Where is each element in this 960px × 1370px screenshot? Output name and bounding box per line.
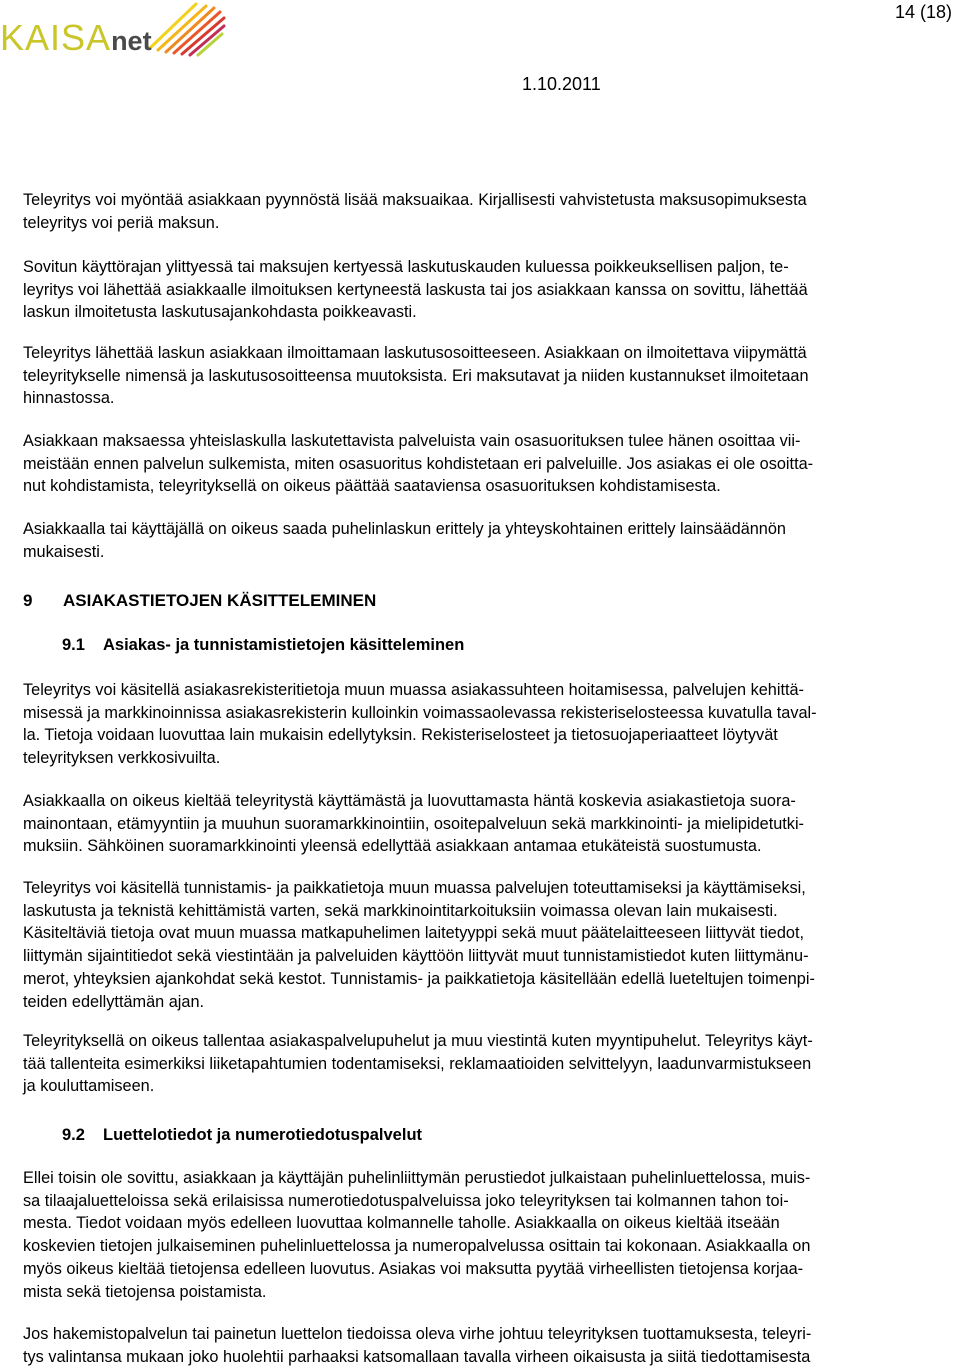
text-line: Teleyritys voi käsitellä tunnistamis- ja paikkatietoja muun muassa palvelujen toteuttamiseksi ja käyttämiseksi, <box>23 879 806 897</box>
logo-text <box>0 17 152 58</box>
company-logo <box>0 0 240 60</box>
text-line: Teleyritys voi myöntää asiakkaan pyynnöstä lisää maksuaikaa. Kirjallisesti vahvistetusta maksusopimuksesta <box>23 191 807 209</box>
text-line: liittymän sijaintitiedot sekä viestintään ja palveluiden käyttöön liittyvät muut tunnistamistiedot kuten liittymänu- <box>23 947 809 966</box>
section-title: Asiakas- ja tunnistamistietojen käsitteleminen <box>103 636 465 654</box>
text-line: koskevien tietojen julkaiseminen puhelinluettelossa ja numeropalvelussa osittain tai kokonaan. Asiakkaalla on <box>23 1237 811 1256</box>
text-line: tys valintansa mukaan joko huolehtii parhaaksi katsomallaan tavalla virheen oikaisusta ja siitä tiedottamisesta <box>23 1347 811 1366</box>
section-number: 9.2 <box>62 1126 85 1144</box>
logo-suffix-text: net <box>111 26 152 56</box>
text-line: merot, yhteyksien ajankohdat sekä kestot. Tunnistamis- ja paikkatietoja käsitellään edellä lueteltujen toimenpi- <box>23 969 815 988</box>
section-number: 9 <box>23 591 33 610</box>
document-date: 1.10.2011 <box>522 74 601 94</box>
section-heading-9 <box>23 591 376 611</box>
text-line: muksiin. Sähköinen suoramarkkinointi yleensä edellyttää asiakkaan antamaa etukäteistä suostumusta. <box>23 837 762 856</box>
paragraph <box>23 1030 948 1098</box>
text-line: la. Tietoja voidaan luovuttaa lain mukaisin edellytyksin. Rekisteriselosteet ja tietosuojaperiaatteet löytyvät <box>23 726 778 745</box>
text-line: nut kohdistamista, teleyrityksellä on oikeus päättää saataviensa osasuorituksen kohdistamisesta. <box>23 477 721 496</box>
text-line: teleyrityksen verkkosivuilta. <box>23 749 221 768</box>
text-line: mainontaan, etämyyntiin ja muuhun suoramarkkinointiin, osoitepalveluun sekä markkinointi- ja mielipidetutki- <box>23 814 804 833</box>
text-line: mukaisesti. <box>23 542 105 561</box>
text-line: hinnastossa. <box>23 389 115 408</box>
text-line: Teleyritys voi käsitellä asiakasrekisteritietoja muun muassa asiakassuhteen hoitamisessa, palvelujen kehittä- <box>23 681 804 699</box>
text-line: teleyritys voi periä maksun. <box>23 213 220 232</box>
text-line: Asiakkaalla on oikeus kieltää teleyritystä käyttämästä ja luovuttamasta häntä koskevia asiakastietoja suora- <box>23 792 796 810</box>
text-line: teleyritykselle nimensä ja laskutusosoitteensa muutoksista. Eri maksutavat ja niiden kustannukset ilmoitetaan <box>23 366 809 385</box>
paragraph <box>23 790 948 858</box>
logo-main-text: KAISA <box>0 17 112 58</box>
text-line: Asiakkaalla tai käyttäjällä on oikeus saada puhelinlaskun erittely ja yhteyskohtainen erittely lainsäädännön <box>23 520 786 538</box>
paragraph <box>23 877 948 1013</box>
text-line: teiden edellyttämän ajan. <box>23 992 205 1011</box>
section-number: 9.1 <box>62 636 85 654</box>
text-line: mesta. Tiedot voidaan myös edelleen luovuttaa kolmannelle taholle. Asiakkaalla on oikeus kieltää itseään <box>23 1214 780 1233</box>
paragraph <box>23 518 948 563</box>
paragraph <box>23 1323 948 1368</box>
section-heading-9-2 <box>62 1126 422 1145</box>
text-line: meistään ennen palvelun sulkemista, miten osasuoritus kohdistetaan eri palveluille. Jos asiakas ei ole osoitta- <box>23 454 814 473</box>
paragraph <box>23 1167 948 1303</box>
text-line: laskun ilmoitetusta laskutusajankohdasta poikkeavasti. <box>23 303 417 322</box>
text-line: ja kouluttamiseen. <box>23 1077 155 1096</box>
paragraph <box>23 256 948 324</box>
text-line: Teleyrityksellä on oikeus tallentaa asiakaspalvelupuhelut ja muu viestintä kuten myyntipuhelut. Teleyritys käyt- <box>23 1032 813 1050</box>
text-line: misessä ja markkinoinnissa asiakasrekisterin kulloinkin voimassaolevassa rekisteriselosteessa kuvatulla taval- <box>23 703 817 722</box>
text-line: Teleyritys lähettää laskun asiakkaan ilmoittamaan laskutusosoitteeseen. Asiakkaan on ilmoitettava viipymättä <box>23 344 807 362</box>
text-line: Sovitun käyttörajan ylittyessä tai maksujen kertyessä laskutuskauden kuluessa poikkeuksellisen paljon, te- <box>23 258 789 276</box>
text-line: Jos hakemistopalvelun tai painetun luettelon tiedoissa oleva virhe johtuu teleyrityksen tuottamuksesta, teleyri- <box>23 1325 812 1343</box>
paragraph <box>23 430 948 498</box>
section-heading-9-1 <box>62 636 464 655</box>
text-line: Ellei toisin ole sovittu, asiakkaan ja käyttäjän puhelinliittymän perustiedot julkaistaan puhelinluettelossa, muis- <box>23 1169 811 1187</box>
text-line: leyritys voi lähettää asiakkaalle ilmoituksen kertyneestä laskusta tai jos asiakkaan kanssa on sovittu, lähettää <box>23 280 808 299</box>
text-line: sa tilaajaluetteloissa sekä erilaisissa numerotiedotuspalveluissa joko teleyrityksen tai kolmannen tahon toi- <box>23 1191 789 1210</box>
section-title: Luettelotiedot ja numerotiedotuspalvelut <box>103 1126 423 1144</box>
paragraph <box>23 342 948 410</box>
text-line: tää tallenteita esimerkiksi liiketapahtumien todentamiseksi, reklamaatioiden selvittelyyn, laadunvarmistukseen <box>23 1054 812 1073</box>
text-line: mista sekä tietojensa poistamista. <box>23 1282 267 1301</box>
section-title: ASIAKASTIETOJEN KÄSITTELEMINEN <box>63 591 377 610</box>
text-line: Käsiteltäviä tietoja ovat muun muassa matkapuhelimen laitetyyppi sekä muut päätelaitteeseen liittyvät tiedot, <box>23 924 805 943</box>
paragraph <box>23 189 948 234</box>
text-line: Asiakkaan maksaessa yhteislaskulla laskutettavista palveluista vain osasuorituksen tulee hänen osoittaa vii- <box>23 432 801 450</box>
page-number: 14 (18) <box>894 2 952 22</box>
text-line: myös oikeus kieltää tietojensa edelleen luovutus. Asiakas voi maksutta pyytää virheellisten tietojensa korjaa- <box>23 1259 804 1278</box>
text-line: laskutusta ja teknistä kehittämistä varten, sekä markkinointitarkoituksiin voimassa olevan lain mukaisesti. <box>23 901 778 920</box>
paragraph <box>23 679 948 770</box>
